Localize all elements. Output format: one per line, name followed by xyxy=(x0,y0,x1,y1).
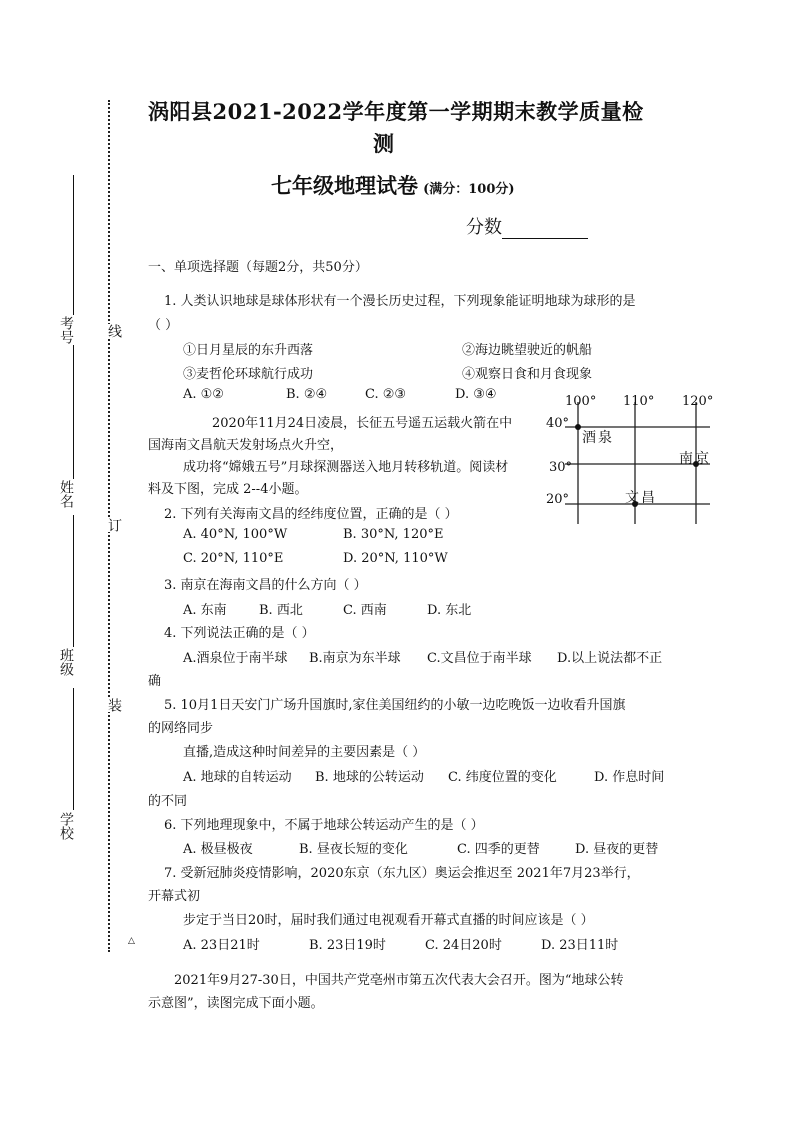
passage1-line2: 国海南文昌航天发射场点火升空， xyxy=(148,438,344,453)
margin-label-school: 学校 xyxy=(58,812,74,840)
q4-choice-d-cont: 确 xyxy=(148,674,162,689)
lat-label-20: 20° xyxy=(546,492,570,507)
q7-stem-line2: 开幕式初 xyxy=(148,889,201,904)
q7-stem-line1: 7. 受新冠肺炎疫情影响，2020东京（东九区）奥运会推迟至 2021年7月23举行， xyxy=(164,866,640,881)
seal-fold-char: 装 xyxy=(106,698,122,712)
q1-choice-a: A. ①② xyxy=(183,387,224,402)
q7-choice-c: C. 24日20时 xyxy=(425,938,502,953)
score-label: 分数 xyxy=(466,217,502,238)
q6-choice-a: A. 极昼极夜 xyxy=(183,842,253,857)
q6-choice-c: C. 四季的更替 xyxy=(457,842,540,857)
q7-choice-b: B. 23日19时 xyxy=(309,938,386,953)
q3-choice-a: A. 东南 xyxy=(183,603,227,618)
score-blank[interactable] xyxy=(502,220,588,239)
q6-choice-b: B. 昼夜长短的变化 xyxy=(299,842,408,857)
q3-choice-b: B. 西北 xyxy=(259,603,303,618)
q6-stem: 6. 下列地理现象中，不属于地球公转运动产生的是（ ） xyxy=(164,818,484,833)
name-blank[interactable] xyxy=(73,345,74,479)
q2-stem: 2. 下列有关海南文昌的经纬度位置，正确的是（ ） xyxy=(164,507,458,522)
passage1-line1: 2020年11月24日凌晨，长征五号遥五运载火箭在中 xyxy=(212,416,513,431)
exam-title-line2: 测 xyxy=(373,131,395,156)
q1-option-1: ①日月星辰的东升西落 xyxy=(183,343,314,358)
q4-choice-a: A.酒泉位于南半球 xyxy=(183,651,288,666)
q7-choice-d: D. 23日11时 xyxy=(541,938,619,953)
q3-choice-d: D. 东北 xyxy=(427,603,472,618)
q7-stem-line3: 步定于当日20时，届时我们通过电视观看开幕式直播的时间应该是（ ） xyxy=(183,913,594,928)
margin-label-name: 姓名 xyxy=(58,480,74,508)
q1-choice-c: C. ②③ xyxy=(365,387,407,402)
q6-choice-d: D. 昼夜的更替 xyxy=(575,842,659,857)
q4-choice-d: D.以上说法都不正 xyxy=(557,651,663,666)
seal-bind-char: 订 xyxy=(106,518,122,532)
subtitle-text: 七年级地理试卷 xyxy=(271,173,418,198)
point-jiuquan xyxy=(575,424,581,430)
class-blank[interactable] xyxy=(73,515,74,647)
q5-stem-line2: 的网络同步 xyxy=(148,721,214,736)
school-blank[interactable] xyxy=(73,688,74,810)
q2-choice-a: A. 40°N, 100°W xyxy=(183,527,288,542)
q1-stem-line2: （ ） xyxy=(148,318,179,333)
lon-label-100: 100° xyxy=(565,394,597,409)
lat-label-40: 40° xyxy=(546,416,570,431)
passage2-line1: 2021年9月27-30日，中国共产党亳州市第五次代表大会召开。图为“地球公转 xyxy=(174,973,624,988)
q3-stem: 3. 南京在海南文昌的什么方向（ ） xyxy=(164,578,367,593)
q4-choice-c: C.文昌位于南半球 xyxy=(427,651,532,666)
q5-choice-c: C. 纬度位置的变化 xyxy=(448,770,557,785)
q5-stem-line1: 5. 10月1日天安门广场升国旗时,家住美国纽约的小敏一边吃晚饭一边收看升国旗 xyxy=(164,698,626,713)
lon-label-110: 110° xyxy=(623,394,655,409)
exam-subtitle xyxy=(271,170,515,200)
city-label-jiuquan: 酒泉 xyxy=(582,430,614,446)
q1-option-2: ②海边眺望驶近的帆船 xyxy=(462,343,593,358)
q5-choice-b: B. 地球的公转运动 xyxy=(315,770,424,785)
lon-label-120: 120° xyxy=(682,394,714,409)
city-label-nanjing: 南京 xyxy=(679,451,711,467)
q1-option-3: ③麦哲伦环球航行成功 xyxy=(183,367,314,382)
passage1-line3: 成功将“嫦娥五号”月球探测器送入地月转移轨道。阅读材 xyxy=(183,460,509,475)
exam-title-line1: 涡阳县2021-2022学年度第一学期期末教学质量检 xyxy=(148,99,644,124)
q5-stem-line3: 直播,造成这种时间差异的主要因素是（ ） xyxy=(183,745,426,760)
passage1-line4: 料及下图，完成 2--4小题。 xyxy=(148,482,308,497)
margin-mark: △ xyxy=(128,936,135,946)
q4-stem: 4. 下列说法正确的是（ ） xyxy=(164,626,315,641)
q2-choice-c: C. 20°N, 110°E xyxy=(183,551,284,566)
q1-choice-b: B. ②④ xyxy=(286,387,328,402)
q7-choice-a: A. 23日21时 xyxy=(183,938,260,953)
passage2-line2: 示意图”，读图完成下面小题。 xyxy=(148,996,324,1011)
q2-choice-b: B. 30°N, 120°E xyxy=(343,527,444,542)
lat-label-30: 30° xyxy=(549,460,573,475)
city-label-wenchang: 文昌 xyxy=(625,490,657,506)
exam-no-blank[interactable] xyxy=(73,175,74,315)
lat-lon-map xyxy=(545,392,720,532)
section-heading: 一、单项选择题（每题2分，共50分） xyxy=(148,260,368,275)
q5-choice-d-cont: 的不同 xyxy=(148,794,188,809)
score-field xyxy=(466,213,588,239)
q1-choice-d: D. ③④ xyxy=(455,387,497,402)
margin-label-exam-no: 考号 xyxy=(58,316,74,344)
q1-stem-line1: 1. 人类认识地球是球体形状有一个漫长历史过程，下列现象能证明地球为球形的是 xyxy=(164,294,636,309)
q3-choice-c: C. 西南 xyxy=(343,603,387,618)
q1-option-4: ④观察日食和月食现象 xyxy=(462,367,593,382)
full-score: (满分：100分) xyxy=(423,182,515,197)
q2-choice-d: D. 20°N, 110°W xyxy=(343,551,448,566)
q4-choice-b: B.南京为东半球 xyxy=(309,651,401,666)
seal-line-char: 线 xyxy=(106,324,122,338)
margin-label-class: 班级 xyxy=(58,648,74,676)
q5-choice-a: A. 地球的自转运动 xyxy=(183,770,292,785)
q5-choice-d: D. 作息时间 xyxy=(594,770,665,785)
